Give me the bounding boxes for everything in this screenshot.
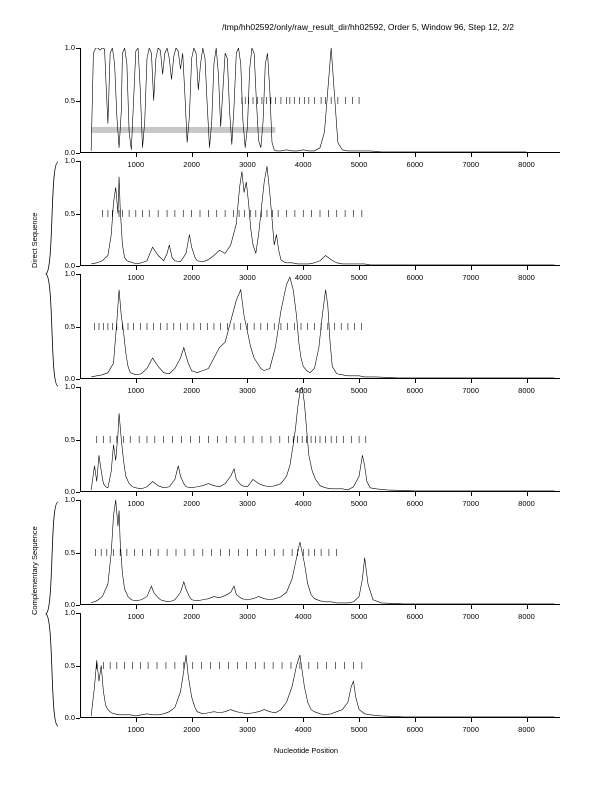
y-tick-label: 1.0	[64, 156, 75, 165]
y-tick	[76, 153, 80, 154]
y-tick-label: 0.5	[64, 434, 75, 444]
x-tick	[415, 153, 416, 157]
x-tick-label: 2000	[183, 612, 200, 621]
x-tick	[415, 718, 416, 722]
x-tick-label: 8000	[518, 160, 535, 169]
plot-area	[80, 387, 560, 492]
y-axis-title-complementary: Complementary Sequence	[30, 526, 39, 615]
x-tick-label: 1000	[127, 160, 145, 169]
x-tick-label: 3000	[239, 273, 256, 282]
x-tick	[415, 605, 416, 609]
x-axis-title: Nucleotide Position	[273, 746, 339, 755]
x-tick	[136, 153, 137, 157]
chart-panel-4	[64, 382, 560, 508]
y-tick-label: 0.0	[64, 487, 75, 496]
x-tick	[527, 492, 528, 496]
y-tick-label: 0.0	[64, 374, 75, 383]
plot-area	[80, 161, 560, 266]
y-axis-title-direct: Direct Sequence	[30, 212, 39, 268]
y-tick-label: 0.0	[64, 148, 75, 157]
x-tick-label: 5000	[350, 273, 368, 282]
x-tick-label: 8000	[518, 386, 535, 395]
x-tick-label: 3000	[239, 612, 256, 621]
x-tick	[136, 605, 137, 609]
x-tick-label: 6000	[406, 160, 424, 169]
x-tick	[359, 153, 360, 157]
x-tick	[192, 605, 193, 609]
x-tick-label: 2000	[183, 499, 200, 508]
x-tick-label: 1000	[127, 273, 145, 282]
plot-area	[80, 48, 560, 153]
x-tick	[471, 492, 472, 496]
x-tick	[247, 266, 248, 270]
y-tick-label: 0.5	[64, 95, 75, 105]
x-tick	[471, 379, 472, 383]
x-tick	[359, 492, 360, 496]
x-tick-label: 6000	[406, 386, 424, 395]
x-tick	[471, 153, 472, 157]
y-tick	[76, 492, 80, 493]
x-tick	[136, 379, 137, 383]
x-tick	[247, 492, 248, 496]
x-tick	[192, 718, 193, 722]
x-tick-label: 3000	[239, 386, 256, 395]
x-tick	[359, 718, 360, 722]
y-tick-label: 1.0	[64, 495, 75, 504]
x-tick	[359, 605, 360, 609]
x-tick	[247, 605, 248, 609]
x-tick	[136, 718, 137, 722]
x-tick-label: 8000	[518, 725, 535, 734]
x-tick-label: 6000	[406, 499, 424, 508]
x-tick-label: 1000	[127, 499, 145, 508]
plot-area	[80, 500, 560, 605]
series-line	[91, 500, 554, 604]
x-tick	[471, 718, 472, 722]
x-tick-label: 2000	[183, 160, 200, 169]
x-tick	[303, 266, 304, 270]
x-tick	[192, 153, 193, 157]
y-tick-label: 0.5	[64, 321, 75, 331]
x-tick-label: 1000	[127, 386, 145, 395]
chart-panel-5	[64, 495, 560, 621]
x-tick-label: 2000	[183, 273, 200, 282]
x-tick	[415, 492, 416, 496]
x-tick	[303, 718, 304, 722]
x-tick	[247, 153, 248, 157]
series-line	[91, 166, 554, 265]
y-tick-label: 1.0	[64, 608, 75, 617]
x-tick-label: 7000	[462, 725, 480, 734]
y-tick-label: 0.0	[64, 713, 75, 722]
x-tick-label: 3000	[239, 725, 256, 734]
y-tick-label: 0.5	[64, 660, 75, 670]
x-tick-label: 7000	[462, 386, 480, 395]
x-tick-label: 8000	[518, 499, 535, 508]
y-tick-label: 0.5	[64, 547, 75, 557]
x-tick	[192, 492, 193, 496]
x-tick-label: 6000	[406, 612, 424, 621]
y-tick	[76, 379, 80, 380]
x-tick-label: 4000	[294, 612, 312, 621]
x-tick	[192, 266, 193, 270]
plot-area	[80, 613, 560, 718]
x-tick-label: 2000	[183, 386, 200, 395]
x-tick	[359, 266, 360, 270]
x-tick-label: 6000	[406, 725, 424, 734]
x-tick	[471, 605, 472, 609]
y-tick-label: 1.0	[64, 43, 75, 52]
x-tick-label: 3000	[239, 499, 256, 508]
y-tick-label: 1.0	[64, 269, 75, 278]
x-tick-label: 4000	[294, 160, 312, 169]
y-tick-label: 0.0	[64, 261, 75, 270]
brace-direct	[44, 160, 60, 390]
x-tick-label: 7000	[462, 160, 480, 169]
x-tick-label: 8000	[518, 273, 535, 282]
x-tick	[303, 605, 304, 609]
x-tick	[527, 153, 528, 157]
series-line	[91, 387, 554, 491]
x-tick	[415, 266, 416, 270]
x-tick-label: 4000	[294, 386, 312, 395]
figure-title: /tmp/hh02592/only/raw_result_dir/hh02592, Order 5, Window 96, Step 12, 2/2	[222, 22, 515, 32]
x-tick-label: 7000	[462, 273, 480, 282]
x-tick	[136, 266, 137, 270]
x-tick-label: 4000	[294, 273, 312, 282]
x-tick	[303, 492, 304, 496]
x-tick	[359, 379, 360, 383]
x-tick-label: 5000	[350, 725, 368, 734]
x-tick	[247, 718, 248, 722]
x-tick	[415, 379, 416, 383]
y-tick-label: 1.0	[64, 382, 75, 391]
grey-region-bar	[91, 127, 275, 133]
x-tick-label: 7000	[462, 499, 480, 508]
x-tick	[527, 718, 528, 722]
chart-panel-1	[64, 43, 560, 169]
x-tick	[303, 153, 304, 157]
x-tick-label: 5000	[350, 499, 368, 508]
y-tick	[76, 718, 80, 719]
y-tick-label: 0.5	[64, 208, 75, 218]
x-tick-label: 5000	[350, 612, 368, 621]
plot-area	[80, 274, 560, 379]
x-tick	[136, 492, 137, 496]
x-tick-label: 6000	[406, 273, 424, 282]
chart-panel-3	[64, 269, 560, 395]
x-tick-label: 4000	[294, 499, 312, 508]
x-tick	[471, 266, 472, 270]
x-tick-label: 5000	[350, 386, 368, 395]
x-tick-label: 1000	[127, 725, 145, 734]
x-tick	[247, 379, 248, 383]
x-tick-label: 7000	[462, 612, 480, 621]
x-tick-label: 2000	[183, 725, 200, 734]
x-tick-label: 1000	[127, 612, 145, 621]
x-tick-label: 5000	[350, 160, 368, 169]
chart-panel-6	[64, 608, 560, 734]
x-tick-label: 4000	[294, 725, 312, 734]
x-tick-label: 3000	[239, 160, 256, 169]
x-tick	[303, 379, 304, 383]
y-tick	[76, 605, 80, 606]
series-line	[91, 655, 554, 717]
x-tick	[192, 379, 193, 383]
x-tick	[527, 605, 528, 609]
x-tick-label: 8000	[518, 612, 535, 621]
x-tick	[527, 379, 528, 383]
brace-complementary	[44, 500, 60, 730]
x-tick	[527, 266, 528, 270]
y-tick-label: 0.0	[64, 600, 75, 609]
chart-panel-2	[64, 156, 560, 282]
y-tick	[76, 266, 80, 267]
